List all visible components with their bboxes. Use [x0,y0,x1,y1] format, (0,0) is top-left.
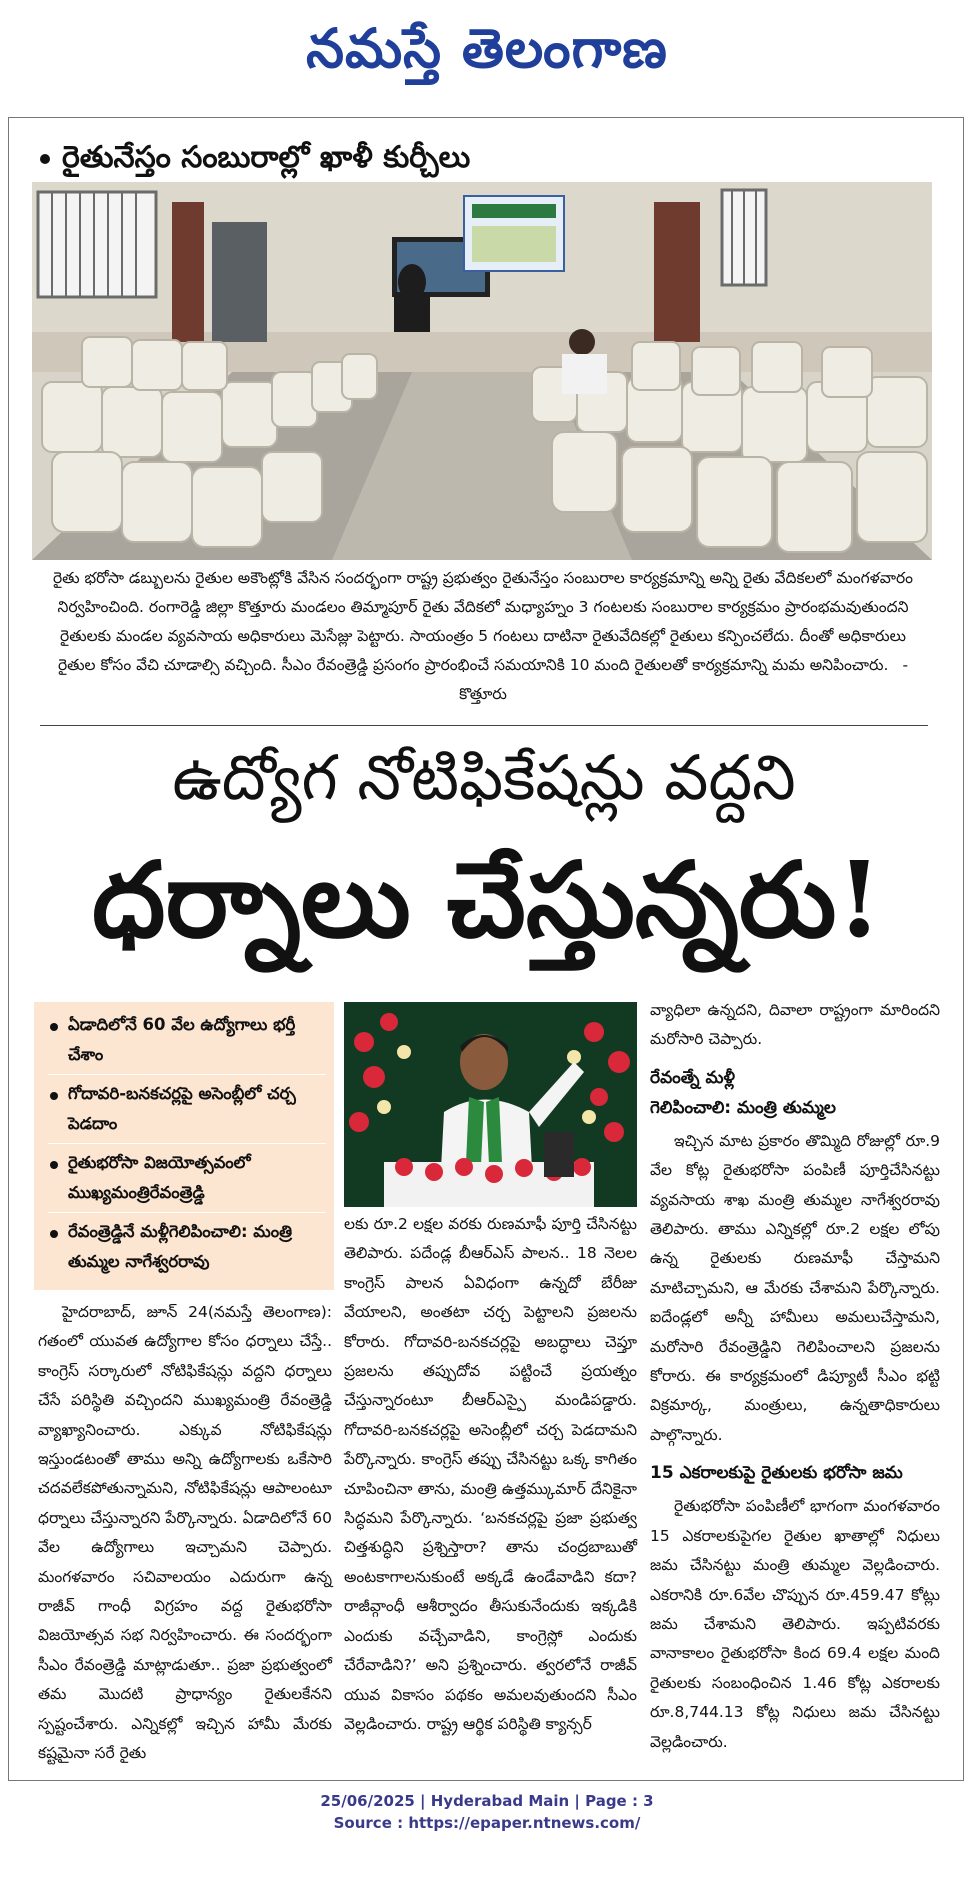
highlight-item: రైతుభరోసా విజయోత్సవంలో ముఖ్యమంత్రిరేవంత్రెడ్డి [48,1148,326,1213]
masthead [0,0,974,110]
highlights-box [34,1002,334,1290]
chief-minister-speaking-photo [344,1002,637,1207]
article-paragraph: వ్యాధిలా ఉన్నదని, దివాలా రాష్ట్రంగా మారిందని మరోసారి చెప్పారు. [650,1001,940,1049]
speaker-illustration [344,1002,637,1207]
article-paragraph: ఇచ్చిన మాట ప్రకారం తొమ్మిది రోజుల్లో రూ.9 వేల కోట్ల రైతుభరోసా పంపిణీ పూర్తిచేసినట్టు వ్యవసాయ శాఖ మంత్రి తుమ్మల నాగేశ్వరరావు తెలిపారు. తాము ఎన్నికల్లో రూ.2 లక్షల లోపు ఉన్న రైతులకు రుణమాఫీ చేస్తామని మాటిచ్చామని, ఆ మేరకు చేశామని పేర్కొన్నారు. ఐదేండ్లలో అన్నీ హామీలు అమలుచేస్తామని, మరోసారి రేవంత్రెడ్డిని గెలిపించాలని ప్రజలను కోరారు. ఈ కార్యక్రమంలో డిప్యూటీ సీఎం భట్టి విక్రమార్క, మంత్రులు, ఉన్నతాధికారులు పాల్గొన్నారు. [650,1131,940,1444]
photo-credit: -కొత్తూరు [459,656,909,703]
empty-chairs-photo [32,182,932,560]
empty-chairs-illustration [32,182,932,560]
highlight-item: ఏడాదిలోనే 60 వేల ఉద్యోగాలు భర్తీ చేశాం [48,1010,326,1075]
section-divider [40,725,928,726]
photo-story-headline: రైతునేస్తం సంబురాల్లో ఖాళీ కుర్చీలు [40,140,470,182]
main-headline-line1: ఉద్యోగ నోటిఫికేషన్లు వద్దని [172,741,796,814]
newspaper-logo: నమస్తే తెలంగాణ [306,16,668,80]
article-column-right [650,996,940,1757]
article-column-middle [344,1210,637,1739]
bullet-icon [40,154,50,164]
article-column-left [38,1298,332,1769]
subheading: 15 ఎకరాలకుపై రైతులకు భరోసా జమ [650,1463,903,1484]
page-footer [0,1790,974,1834]
photo-caption: రైతు భరోసా డబ్బులను రైతుల అకౌంట్లోకి వేసిన సందర్భంగా రాష్ట్ర ప్రభుత్వం రైతునేస్తం సంబురాల కార్యక్రమాన్ని అన్ని రైతు వేదికలలో మంగళవారం నిర్వహించింది. రంగారెడ్డి జిల్లా కొత్తూరు మండలం తిమ్మాపూర్ రైతు వేదికలో మధ్యాహ్నం 3 గంటలకు సంబురాల కార్యక్రమం ప్రారంభమవుతుందని రైతులకు మండల వ్యవసాయ అధికారులు మెసేజ్లు పెట్టారు. సాయంత్రం 5 గంటలు దాటినా రైతువేదికల్లో రైతులు కన్పించలేదు. దీంతో అధికారులు రైతుల కోసం వేచి చూడాల్సి వచ్చింది. సీఎం రేవంత్రెడ్డి ప్రసంగం ప్రారంభించే సమయానికి 10 మంది రైతులతో కార్యక్రమాన్ని మమ అనిపించారు. -కొత్తూరు [52,569,913,703]
bullet-icon [50,1023,58,1031]
bullet-icon [50,1161,58,1169]
edition-info: 25/06/2025 | Hyderabad Main | Page : 3 [320,1792,654,1810]
bullet-icon [50,1092,58,1100]
article-paragraph: రైతుభరోసా పంపిణీలో భాగంగా మంగళవారం 15 ఎకరాలకుపైగల రైతుల ఖాతాల్లో నిధులు జమ చేసినట్టు మంత్రి తుమ్మల వెల్లడించారు. ఎకరానికి రూ.6వేల చొప్పున రూ.459.47 కోట్లు జమ చేశామని తెలిపారు. ఇప్పటివరకు వానాకాలం రైతుభరోసా కింద 69.4 లక్షల మంది రైతులకు సంబంధించిన 1.46 కోట్ల ఎకరాలకు రూ.8,744.13 కోట్ల నిధులు జమ చేసినట్టు వెల్లడించారు. [650,1497,940,1751]
article-paragraph: హైదరాబాద్, జూన్ 24(నమస్తే తెలంగాణ): గతంలో యువత ఉద్యోగాల కోసం ధర్నాలు చేస్తే.. కాంగ్రెస్ సర్కారులో నోటిఫికేషన్లు వద్దని ధర్నాలు చేసే పరిస్థితి వచ్చిందని ముఖ్యమంత్రి రేవంత్రెడ్డి వ్యాఖ్యానించారు. ఎక్కువ నోటిఫికేషన్లు ఇస్తుండటంతో తాము అన్ని ఉద్యోగాలకు ఒకేసారి చదవలేకపోతున్నామని, నోటిఫికేషన్లు ఆపాలంటూ ధర్నాలు చేస్తున్నారని పేర్కొన్నారు. ఏడాదిలోనే 60 వేల ఉద్యోగాలు ఇచ్చామని చెప్పారు. మంగళవారం సచివాలయం ఎదురుగా ఉన్న రాజీవ్ గాంధీ విగ్రహం వద్ద రైతుభరోసా విజయోత్సవ సభ నిర్వహించారు. ఈ సందర్భంగా సీఎం రేవంత్రెడ్డి మాట్లాడుతూ.. ప్రజా ప్రభుత్వంలో తమ మొదటి ప్రాధాన్యం రైతులకేనని స్పష్టంచేశారు. ఎన్నికల్లో ఇచ్చిన హామీ మేరకు కష్టమైనా సరే రైతు [38,1303,332,1763]
bullet-icon [50,1230,58,1238]
highlight-item: గోదావరి-బనకచర్లపై అసెంబ్లీలో చర్చ పెడదాం [48,1079,326,1144]
article-paragraph: లకు రూ.2 లక్షల వరకు రుణమాఫీ పూర్తి చేసినట్టు తెలిపారు. పదేండ్ల బీఆర్ఎస్ పాలన.. 18 నెలల కాంగ్రెస్ పాలన ఏవిధంగా ఉన్నదో బేరీజు వేయాలని, అంతటా చర్చ పెట్టాలని ప్రజలను కోరారు. గోదావరి-బనకచర్లపై అబద్ధాలు చెప్తూ ప్రజలను తప్పుదోవ పట్టించే ప్రయత్నం చేస్తున్నారంటూ బీఆర్ఎస్పై మండిపడ్డారు. గోదావరి-బనకచర్లపై అసెంబ్లీలో చర్చ పెడదామని పేర్కొన్నారు. కాంగ్రెస్ తప్పు చేసినట్టు ఒక్క కాగితం చూపించినా తాను, మంత్రి ఉత్తమ్కుమార్ దేనికైనా సిద్ధమని పేర్కొన్నారు. ‘బనకచర్లపై ప్రజా ప్రభుత్వ చిత్తశుద్ధిని ప్రశ్నిస్తారా? తాను చంద్రబాబుతో అంటకాగాలనుకుంటే అక్కడే ఉండేవాడిని కదా? రాజీవ్గాంధీ ఆశీర్వాదం తీసుకునేందుకు ఇక్కడికి ఎందుకు వచ్చేవాడిని, కాంగ్రెస్లో ఎందుకు చేరేవాడిని?’ అని ప్రశ్నించారు. త్వరలోనే రాజీవ్ యువ వికాసం పథకం అమలవుతుందని సీఎం వెల్లడించారు. రాష్ట్ర ఆర్థిక పరిస్థితి క్యాన్సర్ [344,1215,637,1733]
subheading: రేవంత్నే మళ్లీ గెలిపించాలి: మంత్రి తుమ్మల [650,1067,836,1118]
main-headline-line2: ధర్నాలు చేస్తున్నరు! [91,838,883,961]
highlight-item: రేవంత్రెడ్డినే మళ్లీగెలిపించాలి: మంత్రి తుమ్మల నాగేశ్వరరావు [48,1217,326,1281]
source-link[interactable]: Source : https://epaper.ntnews.com/ [333,1814,641,1832]
